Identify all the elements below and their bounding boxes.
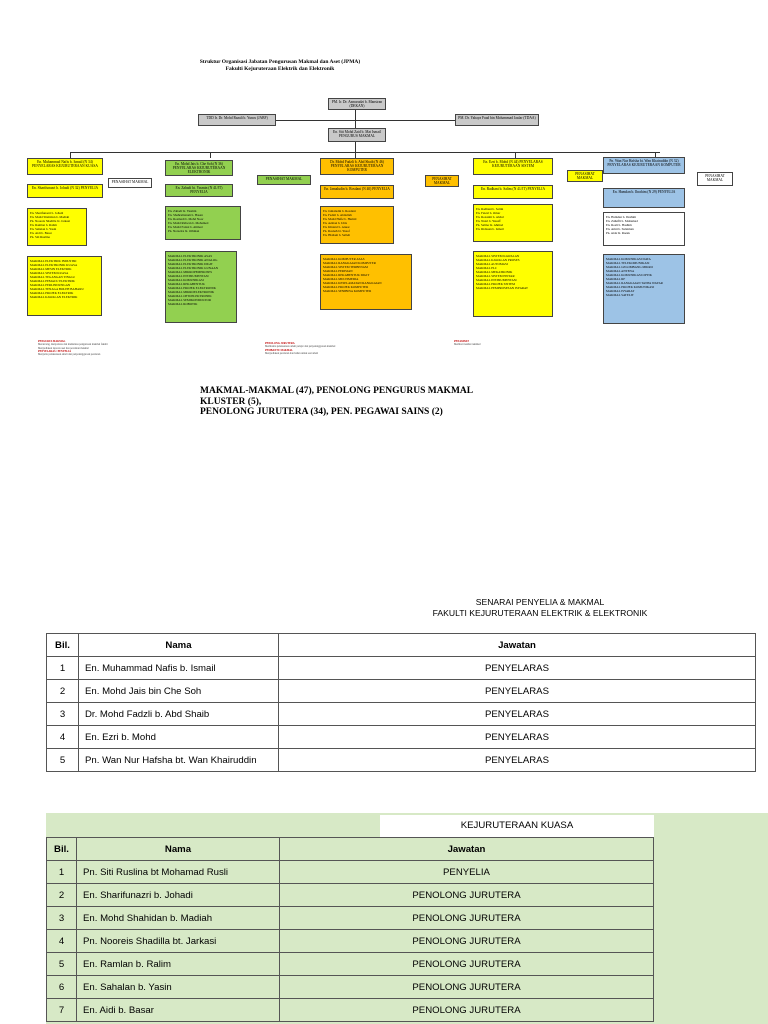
col3-head (320, 158, 394, 175)
cell-nama: Pn. Wan Nur Hafsha bt. Wan Khairuddin (79, 749, 279, 772)
col4-head (473, 158, 553, 175)
col5-head-label: Pn. Wan Nur Hafsha bt. Wan Khairuddin (N 32) PENYELARAS KEJURUTERAAN KOMPUTER (607, 159, 681, 168)
table-row (47, 861, 654, 884)
cell-bil: 7 (47, 999, 77, 1022)
col2-lab-list: MAKMAL ELEKTRONIK ASAS MAKMAL ELEKTRONIK ANALOG MAKMAL ELEKTRONIK DIGIT MAKMAL ELEKTRONIK GUNAAN MAKMAL MIKROPEMPROSES MAKMAL INSTRUMENTASI MAKMAL KOMUNIKASI MAKMAL REKABENTUK MAKMAL PROJEK ELEKTRONIK MAKMAL MIKROELEKTRONIK MAKMAL OPTOELEKTRONIK MAKMAL SEMIKONDUKTOR MAKMAL ROBOTIK (165, 251, 237, 323)
col3-side (425, 175, 459, 187)
table-row (47, 976, 654, 999)
col1-head (27, 158, 103, 175)
senarai-table (46, 633, 756, 772)
cell-jawatan: PENYELARAS (279, 703, 756, 726)
col2-side (257, 175, 311, 185)
col5-side (697, 172, 733, 186)
col3-sub-label: En. Jamaludin b. Rosdani (N 40) PENYELIA (324, 187, 390, 191)
senarai-title (380, 597, 700, 618)
cell-bil: 1 (47, 657, 79, 680)
cell-jawatan: PENOLONG JURUTERA (280, 976, 654, 999)
summary-line1: MAKMAL-MAKMAL (47), PENOLONG PENGURUS MAKMAL KLUSTER (5), (200, 386, 473, 407)
cell-nama: En. Muhammad Nafis b. Ismail (79, 657, 279, 680)
col3-side-label: PENASIHAT MAKMAL (432, 177, 452, 186)
header-jawatan: Jawatan (280, 838, 654, 861)
cell-nama: Dr. Mohd Fadzli b. Abd Shaib (79, 703, 279, 726)
cell-jawatan: PENYELARAS (279, 680, 756, 703)
cell-nama: En. Ramlan b. Ralim (77, 953, 280, 976)
col4-sub (473, 185, 553, 199)
col2-head-label: En. Mohd Jais b. Che Soh (N 36) PENYELARAS KEJURUTERAAN ELEKTRONIK (172, 162, 226, 175)
org-title-line2: Fakulti Kejuruteraan Elektrik dan Elektronik (225, 66, 335, 72)
connector (210, 152, 211, 158)
cell-nama: En. Sahalan b. Yasin (77, 976, 280, 999)
col1-head-label: En. Muhammad Nafis b. Ismail (N 34) PENYELARAS KEJURUTERAAN KUASA (32, 160, 98, 169)
cell-jawatan: PENYELARAS (279, 749, 756, 772)
col4-side-label: PENASIHAT MAKMAL (575, 172, 595, 181)
tdd-label: TDD Ir. Dr. Mohd Razali b. Yunos (JABF) (206, 116, 268, 120)
cell-bil: 1 (47, 861, 77, 884)
cell-jawatan: PENOLONG JURUTERA (280, 999, 654, 1022)
col3-sub (320, 185, 394, 199)
cell-jawatan: PENYELARAS (279, 657, 756, 680)
table-row (47, 726, 756, 749)
summary-line2: PENOLONG JURUTERA (34), PEN. PEGAWAI SAINS (2) (200, 407, 443, 417)
connector (275, 120, 455, 121)
notes-middle: PENOLONG JURUTERA Membantu pelaksanaan amali pelajar dan penyelenggaraan makmal PEMBANTU MAKMAL Menyediakan peralatan dan bahan untuk sesi amali (265, 342, 336, 355)
col2-sub (165, 184, 233, 197)
col1-lab-list: MAKMAL ELEKTRIK INDUSTRI MAKMAL ELEKTRONIK KUASA MAKMAL MESIN ELEKTRIK MAKMAL SISTEM KUASA MAKMAL TEGANGAN TINGGI MAKMAL PEMACU ELEKTRIK MAKMAL PERLINDUNGAN MAKMAL TENAGA BOLEH BAHARU MAKMAL PROJEK ELEKTRIK MAKMAL KAWALAN ELEKTRIK (27, 256, 102, 316)
col5-sub-label: En. Hamdan b. Ibrahim (N 29) PENYELIA (612, 190, 676, 194)
col5-sub (603, 188, 685, 208)
cell-jawatan: PENOLONG JURUTERA (280, 884, 654, 907)
col1-sub-label: En. Sharifunazri b. Johadi (N 32) PENYELIA (31, 186, 99, 190)
col4-staff-list: En. Radhani b. Salim En. Faizal b. Omar En. Rozaimi b. Abdul En. Nazri b. Yusoff Pn. Salina bt. Ahmad En. Ridzuan b. Ismail (473, 204, 553, 242)
col2-staff-list: En. Zahadi bt. Yasmin En. Shahrulnizam b. Hasan En. Rosmadi b. Mohd Noor En. Mohd Ridwan b. Mohamed En. Mohd Faizal b. Ahmad Pn. Norazira bt. Othman (165, 206, 241, 240)
cell-jawatan: PENYELIA (280, 861, 654, 884)
header-jawatan: Jawatan (279, 634, 756, 657)
table-row (47, 930, 654, 953)
cell-nama: Pn. Siti Ruslina bt Mohamad Rusli (77, 861, 280, 884)
senarai-title-line2: FAKULTI KEJURUTERAAN ELEKTRIK & ELEKTRONIK (432, 607, 648, 618)
col4-head-label: En. Ezri b. Mohd (N 44) PENYELARAS KEJURUTERAAN SISTEM (483, 160, 543, 169)
cell-nama: En. Aidi b. Basar (77, 999, 280, 1022)
table-header-row (47, 634, 756, 657)
org-chart-title (160, 59, 400, 73)
col4-lab-list: MAKMAL SISTEM KAWALAN MAKMAL KAWALAN PROSES MAKMAL AUTOMASI MAKMAL PLC MAKMAL MEKATRONIK MAKMAL SISTEM PINTAR MAKMAL INSTRUMENTASI MAKMAL PROJEK SISTEM MAKMAL PEMPROSESAN ISYARAT (473, 251, 553, 317)
table-row (47, 907, 654, 930)
kuasa-table (46, 837, 654, 1022)
cell-bil: 4 (47, 726, 79, 749)
header-nama: Nama (77, 838, 280, 861)
cell-jawatan: PENOLONG JURUTERA (280, 930, 654, 953)
col2-side-label: PENASIHAT MAKMAL (265, 177, 303, 181)
col4-side (567, 170, 603, 182)
col1-side (108, 178, 152, 188)
col5-lab-list: MAKMAL KOMUNIKASI DATA MAKMAL TELEKOMUNIKASI MAKMAL GELOMBANG MIKRO MAKMAL ANTENA MAKMAL KOMUNIKASI OPTIK MAKMAL RF MAKMAL RANGKAIAN TANPA WAYAR MAKMAL PROJEK KOMUNIKASI MAKMAL ISYARAT MAKMAL SATELIT (603, 254, 685, 324)
col3-lab-list: MAKMAL KOMPUTER ASAS MAKMAL RANGKAIAN KOMPUTER MAKMAL SISTEM TERBENAM MAKMAL PERISIAN MAKMAL REKABENTUK DIGIT MAKMAL MULTIMEDIA MAKMAL KESELAMATAN RANGKAIAN MAKMAL PROJEK KOMPUTER MAKMAL SENIBINA KOMPUTER (320, 254, 412, 310)
table-row (47, 703, 756, 726)
connector (355, 142, 356, 158)
dean-label: PM. Ir. Dr. Azmarudzi b. Mansiran (DEKAN) (331, 100, 383, 109)
col4-sub-label: En. Radhani b. Salim (N 41/JT) PENYELIA (480, 187, 546, 191)
cell-bil: 6 (47, 976, 77, 999)
cell-jawatan: PENYELARAS (279, 726, 756, 749)
kuasa-section-label: KEJURUTERAAN KUASA (460, 820, 574, 831)
tdd-box (198, 114, 276, 126)
connector (355, 108, 356, 128)
header-nama: Nama (79, 634, 279, 657)
cell-bil: 5 (47, 953, 77, 976)
col2-sub-label: En. Zahadi bt. Yasmin (N 41/JT) PENYELIA (175, 186, 223, 195)
org-title-line1: Struktur Organisasi Jabatan Pengurusan Makmal dan Aset (JPMA) (199, 59, 361, 65)
cell-nama: En. Ezri b. Mohd (79, 726, 279, 749)
cell-nama: Pn. Nooreis Shadilla bt. Jarkasi (77, 930, 280, 953)
pm-label: PM. Dr. Yahaya Fuad bin Mohammad Jaafar (TDAA) (458, 116, 536, 120)
cell-bil: 3 (47, 907, 77, 930)
cell-nama: En. Mohd Jais bin Che Soh (79, 680, 279, 703)
staff-summary (200, 386, 520, 418)
pengurus-label: En. Siti Mohd Zaid b. Mat Ismail PENGURUS MAKMAL (333, 130, 381, 139)
pm-box (455, 114, 539, 126)
col3-head-label: Dr. Mohd Fadzli b. Abd Shaib (N 46) PENYELARAS KEJURUTERAAN KOMPUTER (330, 160, 384, 173)
notes-left: PENGURUS MAKMAL Merancang, menyelaras dan memantau pengurusan makmal fakulti Menyediakan laporan aset dan peralatan makmal PENYELARAS / PENYELIA Menyelia pelaksanaan amali dan penyelenggaraan peralatan (38, 340, 108, 357)
col1-staff-list: En. Sharifunazri b. Johadi En. Mohd Shahidan b. Madiah Pn. Nooreis Shadilla bt. Jarkasi En. Ramlan b. Ralim En. Sahalan b. Yasin En. Aidi b. Basar Pn. Siti Ruslina (27, 208, 87, 246)
table-row (47, 999, 654, 1022)
header-bil: Bil. (47, 838, 77, 861)
cell-bil: 3 (47, 703, 79, 726)
cell-bil: 2 (47, 680, 79, 703)
pengurus-box (328, 128, 386, 142)
cell-jawatan: PENOLONG JURUTERA (280, 953, 654, 976)
table-row (47, 749, 756, 772)
cell-bil: 2 (47, 884, 77, 907)
senarai-title-line1: SENARAI PENYELIA & MAKMAL (475, 597, 605, 607)
cell-nama: En. Mohd Shahidan b. Madiah (77, 907, 280, 930)
table-row (47, 680, 756, 703)
col5-side-label: PENASIHAT MAKMAL (705, 174, 725, 183)
col3-staff-list: En. Jamaludin b. Rosdani En. Fadzil b. Abdullah En. Mohd Hafiz b. Hamid En. Azman b. Idris En. Khairul b. Anuar Pn. Rosnah bt. Yusof En. Hisham b. Salleh (320, 206, 394, 244)
header-bil: Bil. (47, 634, 79, 657)
kuasa-section-header (380, 815, 654, 837)
col1-side-label: PENASIHAT MAKMAL (111, 180, 149, 184)
table-row (47, 657, 756, 680)
table-row (47, 884, 654, 907)
table-header-row (47, 838, 654, 861)
cell-jawatan: PENOLONG JURUTERA (280, 907, 654, 930)
cell-bil: 4 (47, 930, 77, 953)
col5-head (603, 157, 685, 174)
col5-staff-list: En. Hamdan b. Ibrahim En. Zulkifli b. Mohamad En. Rosli b. Hashim En. Amri b. Sulaiman Pn. Aida bt. Razak (603, 212, 685, 246)
connector (70, 152, 660, 153)
cell-bil: 5 (47, 749, 79, 772)
notes-right: PENASIHAT Memberi nasihat teknikal (454, 340, 481, 347)
dean-box (328, 98, 386, 110)
col2-head (165, 160, 233, 176)
table-row (47, 953, 654, 976)
col1-sub (27, 184, 103, 198)
cell-nama: En. Sharifunazri b. Johadi (77, 884, 280, 907)
